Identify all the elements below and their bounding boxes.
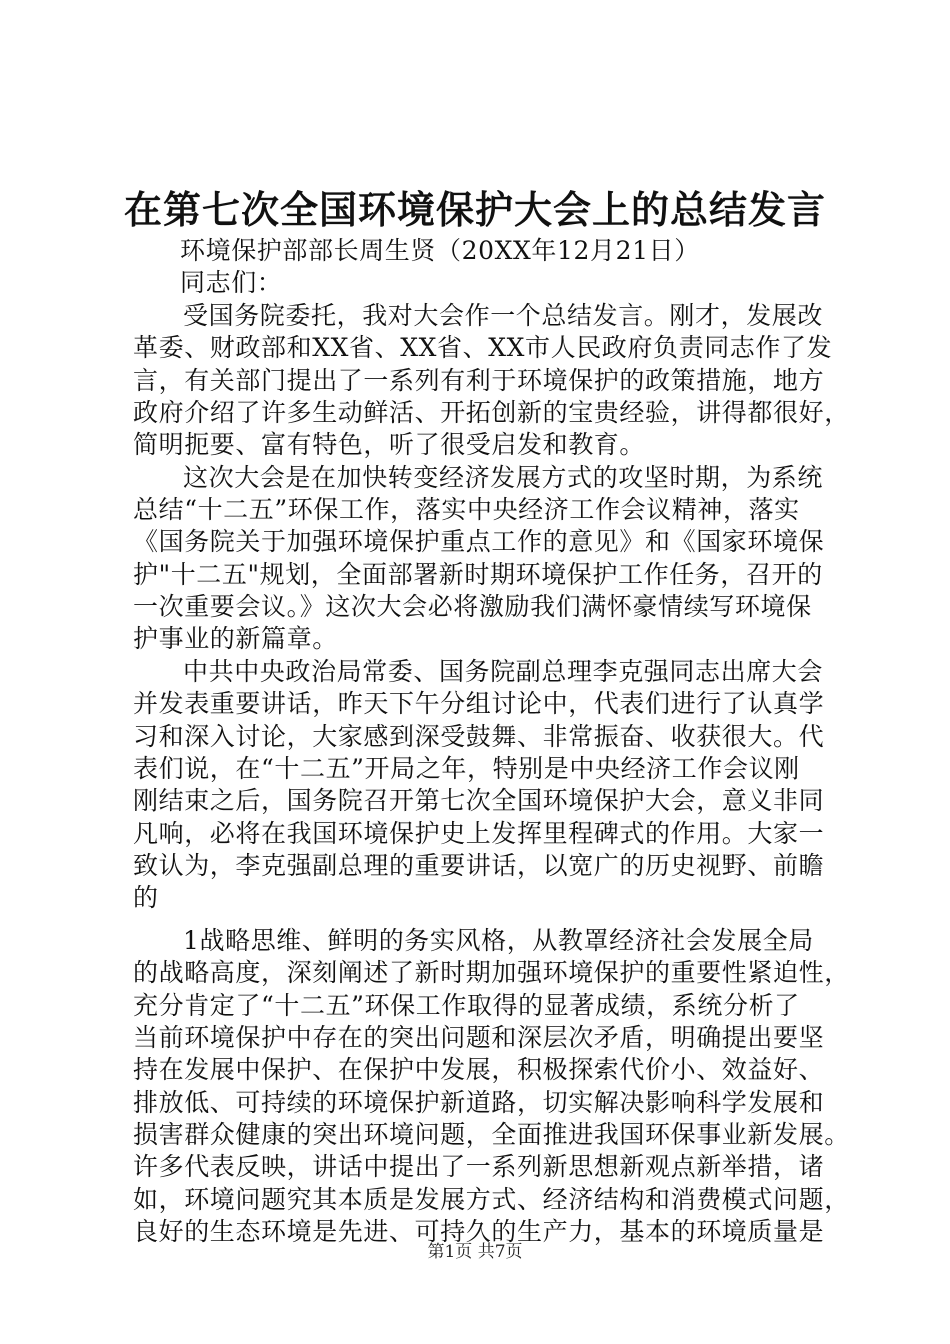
body-line: 简明扼要、富有特色，听了很受启发和教育。 [133,430,646,459]
body-line: 凡响，必将在我国环境保护史上发挥里程碑式的作用。大家一 [133,819,825,848]
body-line: 习和深入讨论，大家感到深受鼓舞、非常振奋、收获很大。代 [133,722,825,751]
body-line: 如，环境问题究其本质是发展方式、经济结构和消费模式问题， [133,1185,850,1214]
page-number-footer: 第1页 共7页 [427,1242,523,1262]
body-line: 表们说，在“十二五”开局之年，特别是中央经济工作会议刚 [133,754,800,783]
body-line: 护事业的新篇章。 [133,624,338,653]
body-line: 政府介绍了许多生动鲜活、开拓创新的宝贵经验，讲得都很好， [133,398,850,427]
body-line: 刚结束之后，国务院召开第七次全国环境保护大会，意义非同 [133,786,825,815]
body-line: 一次重要会议。》这次大会必将激励我们满怀豪情续写环境保 [133,592,812,621]
body-line: 持在发展中保护、在保护中发展，积极探索代价小、效益好、 [133,1055,825,1084]
body-line: 当前环境保护中存在的突出问题和深层次矛盾，明确提出要坚 [133,1023,825,1052]
body-line: 1战略思维、鲜明的务实风格，从教罩经济社会发展全局 [183,926,814,955]
body-line: 的战略高度，深刻阐述了新时期加强环境保护的重要性紧迫性， [133,958,850,987]
body-line: 良好的生态环境是先进、可持久的生产力，基本的环境质量是 [133,1217,825,1246]
body-line: 总结“十二五”环保工作，落实中央经济工作会议精神，落实 [133,495,800,524]
body-line: 许多代表反映，讲话中提出了一系列新思想新观点新举措，诸 [133,1152,825,1181]
body-line: 损害群众健康的突出环境问题，全面推进我国环保事业新发展。 [133,1120,850,1149]
body-line: 《国务院关于加强环境保护重点工作的意见》和《国家环境保 [133,527,825,556]
body-line: 的 [133,883,159,912]
body-line: 并发表重要讲话，昨天下午分组讨论中，代表们进行了认真学 [133,689,825,718]
body-line: 革委、财政部和XX省、XX省、XX市人民政府负责同志作了发 [133,333,833,362]
body-line: 排放低、可持续的环境保护新道路，切实解决影响科学发展和 [133,1088,825,1117]
body-line: 中共中央政治局常委、国务院副总理李克强同志出席大会 [183,657,824,686]
body-line: 致认为，李克强副总理的重要讲话，以宽广的历史视野、前瞻 [133,851,825,880]
body-line: 受国务院委托，我对大会作一个总结发言。刚才，发展改 [183,301,824,330]
body-line: 言，有关部门提出了一系列有利于环境保护的政策措施，地方 [133,366,825,395]
body-line: 护"十二五"规划，全面部署新时期环境保护工作任务，召开的 [133,560,823,589]
salutation: 同志们： [180,268,283,297]
body-line: 这次大会是在加快转变经济发展方式的攻坚时期，为系统 [183,463,824,492]
document-title: 在第七次全国环境保护大会上的总结发言 [123,187,826,232]
body-line: 充分肯定了“十二五”环保工作取得的显著成绩，系统分析了 [133,991,800,1020]
byline: 环境保护部部长周生贤（20XX年12月21日） [180,236,700,265]
